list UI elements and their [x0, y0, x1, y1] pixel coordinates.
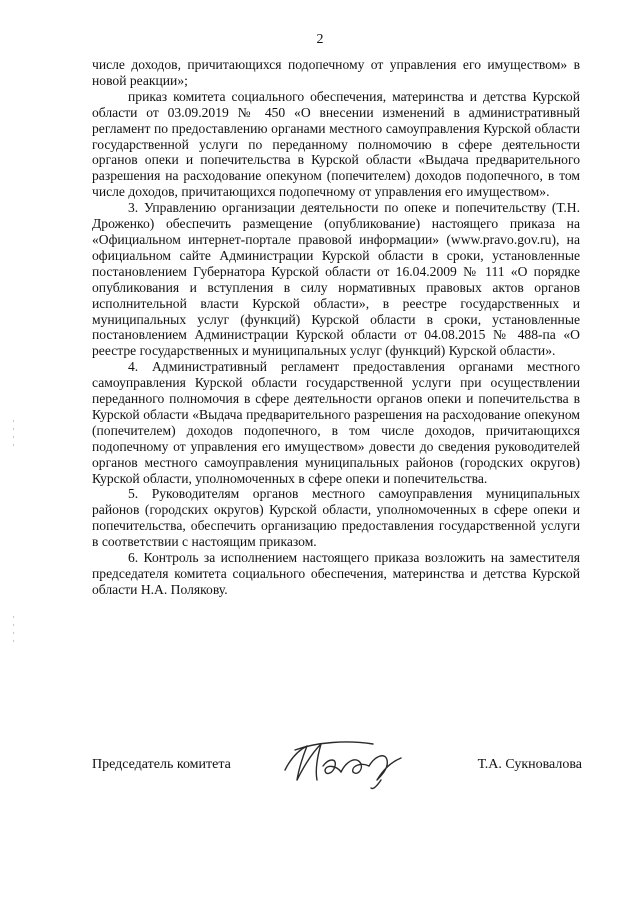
paragraph-continuation: числе доходов, причитающихся подопечному от управления его имуществом» в новой реакции»;	[92, 57, 580, 88]
page-number: 2	[316, 32, 324, 47]
paragraph-order-450: приказ комитета социального обеспечения, материнства и детства Курской области от 03.09.2019 № 450 «О внесении изменений в административный регламент по предоставлению органами местного самоуправления Курской области государственной услуги по переданному полномочию в сфере деятельности органов опеки и попечительства в Курской области «Выдача предварительного разрешения на расходование опекуном (попечителем) доходов подопечного, в том числе доходов, причитающихся подопечному от управления его имуществом».	[92, 88, 580, 200]
signatory-title: Председатель комитета	[92, 757, 231, 772]
paragraph-item-6: 6. Контроль за исполнением настоящего приказа возложить на заместителя председателя комитета социального обеспечения, материнства и детства Курской области Н.А. Полякову.	[92, 550, 580, 597]
paragraph-item-5: 5. Руководителям органов местного самоуправления муниципальных районов (городских округов) Курской области, уполномоченных в сфере опеки и попечительства, обеспечить организацию предоставления государственной услуги в соответствии с настоящим приказом.	[92, 486, 580, 550]
paragraph-item-3: 3. Управлению организации деятельности по опеке и попечительству (Т.Н. Дроженко) обеспечить размещение (опубликование) настоящего приказа на «Официальном интернет-портале правовой информации» (www.pravo.gov.ru), на официальном сайте Администрации Курской области в сроки, установленные постановлением Губернатора Курской области от 16.04.2009 № 111 «О порядке опубликования и вступления в силу нормативных правовых актов органов исполнительной власти Курской области», в реестре государственных и муниципальных услуг (функций) Курской области в сроки, установленные постановлением Администрации Курской области от 04.08.2015 № 488-па «О реестре государственных и муниципальных услуг (функций) Курской области».	[92, 200, 580, 359]
margin-marks	[12, 420, 16, 660]
signature-block	[92, 750, 582, 800]
handwritten-signature	[277, 736, 447, 792]
document-body	[92, 57, 580, 598]
paragraph-item-4: 4. Административный регламент предоставления органами местного самоуправления Курской области государственной услуги при осуществлении переданного полномочия в сфере деятельности органов опеки и попечительства в Курской области «Выдача предварительного разрешения на расходование опекуном (попечителем) доходов подопечного, в том числе доходов, причитающихся подопечному от управления его имуществом» довести до сведения руководителей органов местного самоуправления муниципальных районов (городских округов) Курской области, уполномоченных в сфере опеки и попечительства.	[92, 359, 580, 486]
signatory-name: Т.А. Сукновалова	[477, 757, 582, 772]
